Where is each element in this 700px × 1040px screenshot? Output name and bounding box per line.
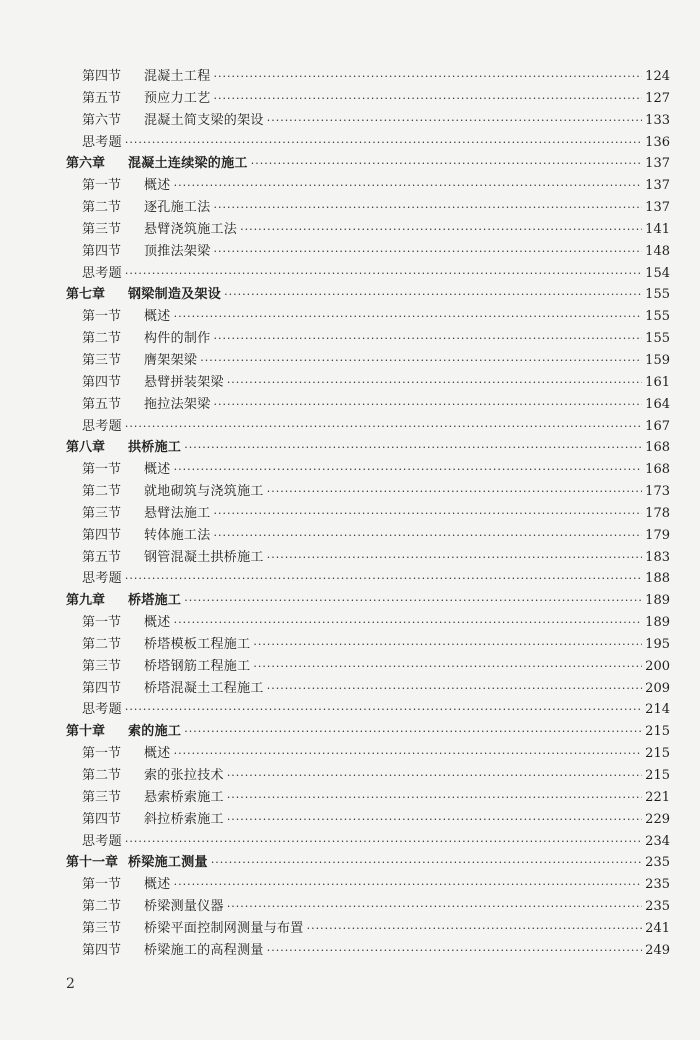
toc-entry-number: 第一节	[82, 746, 122, 762]
toc-entry-number: 第八章	[66, 440, 106, 456]
dot-leader	[267, 678, 642, 700]
toc-entry-title: 逐孔施工法	[144, 200, 211, 216]
toc-chapter-row	[66, 153, 670, 175]
toc-entry-page: 179	[645, 527, 670, 543]
dot-leader	[267, 481, 642, 503]
toc-section-row	[66, 197, 670, 219]
toc-entry-page: 161	[645, 374, 670, 390]
dot-leader	[174, 459, 643, 481]
toc-entry-page: 189	[645, 615, 670, 631]
dot-leader	[174, 175, 643, 197]
toc-entry-title: 顶推法架梁	[144, 243, 211, 259]
toc-entry-page: 234	[645, 833, 670, 849]
dot-leader	[227, 372, 642, 394]
toc-entry-title: 概述	[144, 615, 171, 631]
toc-entry-title: 拱桥施工	[128, 440, 182, 456]
toc-entry-page: 124	[645, 69, 670, 84]
toc-entry-title: 构件的制作	[144, 331, 211, 347]
dot-leader	[214, 66, 643, 88]
toc-entry-title: 思考题	[82, 134, 122, 150]
toc-section-row	[66, 634, 670, 656]
toc-entry-page: 214	[645, 702, 670, 718]
toc-entry-number: 第二节	[82, 200, 122, 216]
toc-entry-title: 思考题	[82, 418, 122, 434]
toc-chapter-row	[66, 852, 670, 874]
toc-entry-number: 第六节	[82, 112, 122, 128]
toc-entry-number: 第四节	[82, 527, 122, 543]
toc-entry-title: 拖拉法架梁	[144, 396, 211, 412]
dot-leader	[227, 809, 642, 831]
toc-section-row	[66, 110, 670, 132]
toc-section-row	[66, 896, 670, 918]
toc-entry-title: 转体施工法	[144, 527, 211, 543]
toc-entry-title: 钢管混凝土拱桥施工	[144, 549, 264, 565]
toc-entry-number: 第五节	[82, 549, 122, 565]
dot-leader	[211, 852, 642, 874]
toc-entry-title: 概述	[144, 178, 171, 194]
toc-entry-title: 桥梁平面控制网测量与布置	[144, 920, 304, 936]
toc-entry-page: 137	[645, 178, 670, 194]
dot-leader	[307, 918, 643, 940]
toc-entry-number: 第四节	[82, 811, 122, 827]
toc-entry-page: 229	[645, 811, 670, 827]
toc-entry-page: 235	[645, 899, 670, 915]
toc-chapter-row	[66, 284, 670, 306]
toc-entry-page: 136	[645, 134, 670, 150]
toc-section-row	[66, 459, 670, 481]
dot-leader	[184, 721, 642, 743]
toc-section-row	[66, 678, 670, 700]
toc-entry-title: 思考题	[82, 571, 122, 587]
toc-entry-number: 第一节	[82, 877, 122, 893]
toc-entry-page: 148	[645, 243, 670, 259]
dot-leader	[214, 197, 643, 219]
toc-entry-number: 第四节	[82, 374, 122, 390]
toc-entry-page: 215	[645, 724, 670, 740]
toc-entry-number: 第二节	[82, 899, 122, 915]
toc-entry-title: 悬臂法施工	[144, 505, 211, 521]
toc-entry-number: 第三节	[82, 658, 122, 674]
dot-leader	[184, 437, 642, 459]
toc-review-row	[66, 416, 670, 438]
toc-entry-number: 第三节	[82, 505, 122, 521]
toc-entry-page: 173	[645, 484, 670, 500]
toc-entry-page: 235	[645, 855, 670, 871]
toc-entry-page: 215	[645, 768, 670, 783]
page-number: 2	[66, 976, 75, 992]
toc-review-row	[66, 699, 670, 721]
dot-leader	[227, 765, 642, 787]
dot-leader	[214, 394, 643, 416]
toc-entry-page: 189	[645, 593, 670, 609]
toc-entry-number: 第七章	[66, 287, 106, 303]
toc-entry-title: 悬臂浇筑施工法	[144, 221, 238, 237]
toc-entry-page: 221	[645, 789, 670, 805]
toc-entry-page: 168	[645, 440, 670, 456]
toc-review-row	[66, 831, 670, 853]
toc-entry-title: 思考题	[82, 702, 122, 718]
toc-section-row	[66, 918, 670, 940]
toc-entry-title: 概述	[144, 462, 171, 478]
toc-entry-title: 概述	[144, 746, 171, 762]
toc-entry-page: 164	[645, 396, 670, 412]
toc-entry-title: 思考题	[82, 265, 122, 281]
toc-section-row	[66, 612, 670, 634]
toc-section-row	[66, 372, 670, 394]
toc-entry-number: 第十一章	[66, 855, 119, 871]
toc-entry-number: 第三节	[82, 221, 122, 237]
toc-entry-page: 127	[645, 90, 670, 106]
toc-entry-number: 第六章	[66, 156, 106, 172]
toc-section-row	[66, 656, 670, 678]
toc-entry-number: 第一节	[82, 309, 122, 325]
toc-entry-page: 209	[645, 680, 670, 696]
toc-entry-number: 第四节	[82, 69, 122, 84]
dot-leader	[267, 940, 642, 962]
toc-entry-title: 预应力工艺	[144, 90, 211, 106]
dot-leader	[125, 132, 642, 154]
toc-section-row	[66, 481, 670, 503]
toc-chapter-row	[66, 437, 670, 459]
toc-entry-number: 第四节	[82, 942, 122, 958]
toc-entry-page: 141	[645, 221, 670, 237]
toc-entry-title: 悬索桥索施工	[144, 789, 224, 805]
toc-entry-title: 桥梁施工测量	[128, 855, 208, 871]
toc-section-row	[66, 765, 670, 787]
dot-leader	[184, 590, 642, 612]
dot-leader	[174, 612, 643, 634]
toc-review-row	[66, 132, 670, 154]
toc-section-row	[66, 503, 670, 525]
toc-entry-page: 159	[645, 352, 670, 368]
toc-section-row	[66, 525, 670, 547]
toc-entry-page: 155	[645, 287, 670, 303]
dot-leader	[174, 306, 643, 328]
toc-entry-number: 第二节	[82, 331, 122, 347]
toc-entry-page: 155	[645, 331, 670, 347]
toc-entry-title: 索的施工	[128, 724, 182, 740]
toc-entry-title: 钢梁制造及架设	[128, 287, 222, 303]
toc-entry-title: 概述	[144, 309, 171, 325]
toc-entry-title: 混凝土简支梁的架设	[144, 112, 264, 128]
toc-section-row	[66, 787, 670, 809]
toc-entry-title: 桥梁测量仪器	[144, 899, 224, 915]
toc-entry-title: 桥塔混凝土工程施工	[144, 680, 264, 696]
toc-section-row	[66, 175, 670, 197]
dot-leader	[200, 350, 642, 372]
toc-entry-page: 167	[645, 418, 670, 434]
dot-leader	[214, 525, 643, 547]
toc-entry-title: 混凝土工程	[144, 69, 211, 84]
toc-entry-title: 斜拉桥索施工	[144, 811, 224, 827]
table-of-contents	[66, 66, 670, 962]
toc-section-row	[66, 219, 670, 241]
dot-leader	[125, 831, 642, 853]
toc-section-row	[66, 547, 670, 569]
toc-section-row	[66, 940, 670, 962]
toc-entry-page: 249	[645, 942, 670, 958]
toc-entry-number: 第十章	[66, 724, 106, 740]
toc-entry-page: 183	[645, 549, 670, 565]
toc-entry-number: 第九章	[66, 593, 106, 609]
toc-entry-title: 膺架架梁	[144, 352, 198, 368]
toc-entry-number: 第二节	[82, 636, 122, 652]
dot-leader	[214, 328, 643, 350]
dot-leader	[214, 88, 643, 110]
toc-entry-title: 就地砌筑与浇筑施工	[144, 484, 264, 500]
toc-review-row	[66, 263, 670, 285]
toc-section-row	[66, 809, 670, 831]
toc-section-row	[66, 241, 670, 263]
dot-leader	[125, 568, 642, 590]
toc-chapter-row	[66, 590, 670, 612]
toc-chapter-row	[66, 721, 670, 743]
toc-entry-page: 195	[645, 636, 670, 652]
toc-section-row	[66, 350, 670, 372]
toc-entry-page: 137	[645, 200, 670, 216]
toc-entry-number: 第一节	[82, 178, 122, 194]
dot-leader	[240, 219, 642, 241]
toc-entry-title: 桥塔施工	[128, 593, 182, 609]
toc-entry-page: 178	[645, 505, 670, 521]
toc-section-row	[66, 328, 670, 350]
dot-leader	[253, 656, 642, 678]
toc-entry-title: 悬臂拼装架梁	[144, 374, 224, 390]
dot-leader	[125, 699, 642, 721]
toc-entry-page: 188	[645, 571, 670, 587]
toc-section-row	[66, 66, 670, 88]
toc-entry-page: 241	[645, 920, 670, 936]
toc-section-row	[66, 743, 670, 765]
dot-leader	[267, 110, 642, 132]
dot-leader	[227, 787, 642, 809]
toc-entry-number: 第二节	[82, 768, 122, 783]
toc-entry-page: 200	[645, 658, 670, 674]
toc-entry-page: 154	[645, 265, 670, 281]
toc-entry-number: 第五节	[82, 396, 122, 412]
toc-entry-title: 思考题	[82, 833, 122, 849]
toc-entry-page: 155	[645, 309, 670, 325]
toc-entry-number: 第四节	[82, 243, 122, 259]
toc-entry-number: 第一节	[82, 462, 122, 478]
toc-entry-page: 168	[645, 462, 670, 478]
toc-entry-number: 第四节	[82, 680, 122, 696]
dot-leader	[224, 284, 642, 306]
toc-section-row	[66, 306, 670, 328]
toc-section-row	[66, 874, 670, 896]
dot-leader	[174, 743, 643, 765]
toc-review-row	[66, 568, 670, 590]
toc-entry-title: 概述	[144, 877, 171, 893]
toc-entry-page: 215	[645, 746, 670, 762]
toc-entry-title: 桥塔钢筋工程施工	[144, 658, 251, 674]
toc-entry-title: 混凝土连续梁的施工	[128, 156, 248, 172]
toc-entry-number: 第三节	[82, 920, 122, 936]
toc-entry-title: 索的张拉技术	[144, 768, 224, 783]
toc-section-row	[66, 394, 670, 416]
toc-entry-title: 桥塔模板工程施工	[144, 636, 251, 652]
dot-leader	[251, 153, 642, 175]
dot-leader	[253, 634, 642, 656]
dot-leader	[125, 416, 642, 438]
dot-leader	[214, 241, 643, 263]
toc-section-row	[66, 88, 670, 110]
dot-leader	[125, 263, 642, 285]
toc-entry-number: 第三节	[82, 352, 122, 368]
toc-entry-number: 第五节	[82, 90, 122, 106]
toc-entry-page: 133	[645, 112, 670, 128]
toc-entry-number: 第三节	[82, 789, 122, 805]
toc-entry-title: 桥梁施工的高程测量	[144, 942, 264, 958]
toc-entry-page: 235	[645, 877, 670, 893]
toc-entry-number: 第一节	[82, 615, 122, 631]
dot-leader	[174, 874, 643, 896]
dot-leader	[227, 896, 642, 918]
toc-entry-number: 第二节	[82, 484, 122, 500]
dot-leader	[214, 503, 643, 525]
toc-entry-page: 137	[645, 156, 670, 172]
dot-leader	[267, 547, 642, 569]
